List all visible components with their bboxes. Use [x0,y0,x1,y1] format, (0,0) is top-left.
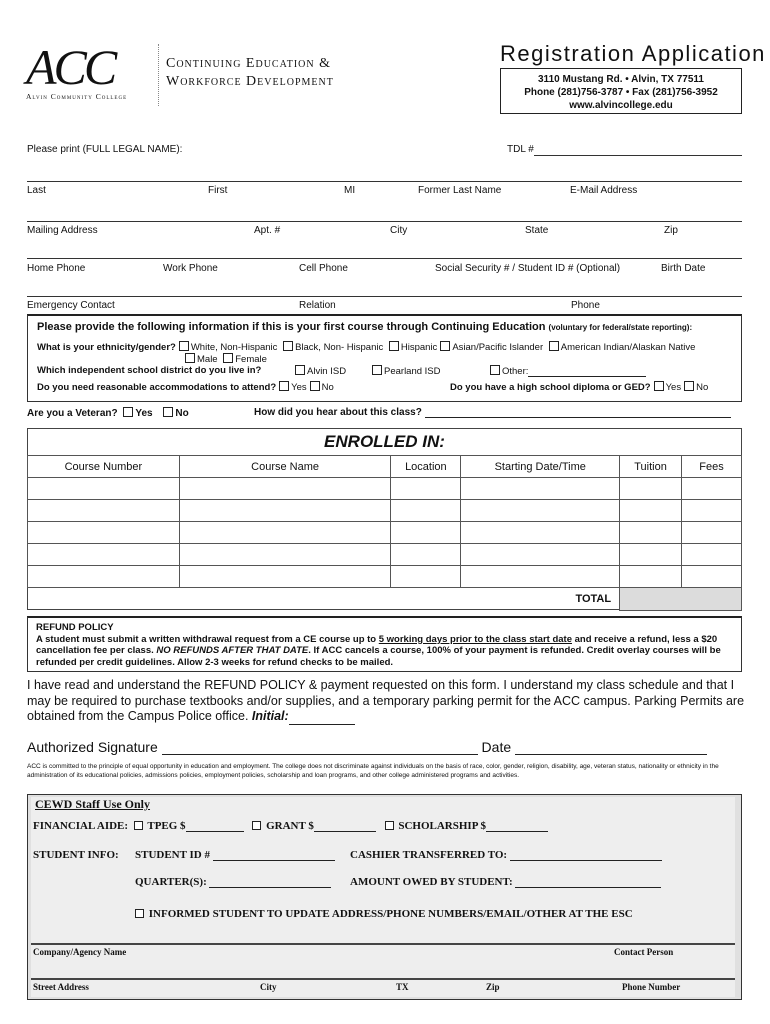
checkbox-veteran-no[interactable] [163,407,173,417]
table-row [28,566,742,588]
street-address-label: Street Address [33,982,89,992]
field-label-home-phone: Home Phone [27,263,86,274]
scholarship-field[interactable] [486,821,548,832]
checkbox-accom-yes[interactable] [279,381,289,391]
tpeg-field[interactable] [186,821,244,832]
cell-input[interactable] [391,566,461,588]
signature-label: Authorized Signature [27,739,158,755]
cell-input[interactable] [391,500,461,522]
student-id-row [135,849,335,861]
option-hispanic: Hispanic [400,342,438,353]
staff-phone-label: Phone Number [622,982,681,992]
refund-policy-box [27,616,742,672]
cell-input[interactable] [682,478,742,500]
cell-input[interactable] [179,544,391,566]
gender-row [182,353,267,365]
accom-no-label: No [321,382,334,393]
cell-input[interactable] [28,500,180,522]
veteran-no-label: No [175,408,189,419]
cell-input[interactable] [461,500,620,522]
other-district-field[interactable] [528,367,646,377]
first-course-heading-note: (voluntary for federal/state reporting): [548,323,693,332]
option-alvin-isd: Alvin ISD [307,366,347,377]
accommodations-row [37,381,737,393]
table-row [28,522,742,544]
checkbox-asian[interactable] [440,341,450,351]
financial-aide-label: FINANCIAL AIDE: [33,820,129,832]
checkbox-black[interactable] [283,341,293,351]
field-label-mi: MI [344,185,356,196]
col-course-name: Course Name [179,456,391,478]
checkbox-alvin-isd[interactable] [295,365,305,375]
quarters-row [135,876,331,888]
enrollment-table [27,455,742,611]
checkbox-informed[interactable] [135,909,144,918]
col-fees: Fees [682,456,742,478]
student-info-label: STUDENT INFO: [33,849,119,861]
table-row [28,500,742,522]
student-id-field[interactable] [213,850,335,861]
option-other-district: Other: [502,366,529,377]
field-label-city: City [390,225,408,236]
cell-input[interactable] [461,522,620,544]
date-label: Date [481,739,512,755]
address-box [500,68,742,114]
field-label-zip: Zip [664,225,678,236]
staff-zip-label: Zip [486,982,500,992]
initial-label: Initial: [251,709,289,723]
hear-about-row [254,407,731,418]
address: 3110 Mustang Rd. • Alvin, TX 77511 [538,74,704,85]
initial-field[interactable] [289,712,355,725]
diploma-yes-label: Yes [665,382,682,393]
refund-text-underlined: 5 working days prior to the class start date [378,633,572,645]
checkbox-other-district[interactable] [490,365,500,375]
option-male: Male [197,354,218,365]
acknowledgement-text: I have read and understand the REFUND POLICY & payment requested on this form. I understand my class schedule and that I may be required to purchase textbooks and/or supplies, and a temporary parking permit for the ACC campus. Parking Permits are obtained from the Campus Police office. [27,678,745,723]
phone-fax: Phone (281)756-3787 • Fax (281)756-3952 [524,87,718,98]
emergency-field-line[interactable] [27,296,742,297]
company-field-line[interactable] [31,943,735,945]
enrolled-title: ENROLLED IN: [324,432,445,451]
student-id-label: STUDENT ID # [135,849,210,861]
contact-person-label: Contact Person [614,947,674,957]
cell-input[interactable] [28,522,180,544]
field-label-last: Last [27,185,46,196]
tdl-field[interactable] [534,155,742,156]
logo-acc: ACC [26,39,115,95]
cashier-label: CASHIER TRANSFERRED TO: [350,849,508,861]
district-row [37,365,737,376]
signature-field[interactable] [162,740,478,755]
option-female: Female [235,354,267,365]
department-line2: Workforce Development [166,74,334,89]
refund-text-3: . If ACC cancels a course, 100% of your payment is refunded. Credit overlay courses will be refunded per credit guidelines. Allow 2-3 weeks for refund checks to be mailed. [36,645,721,668]
table-row [28,544,742,566]
cell-input[interactable] [461,544,620,566]
checkbox-diploma-yes[interactable] [654,381,664,391]
col-location: Location [391,456,461,478]
checkbox-grant[interactable] [252,821,261,830]
cashier-field[interactable] [510,850,662,861]
financial-aide-row [33,820,548,832]
field-label-cell-phone: Cell Phone [299,263,348,274]
logo-college-name: Alvin Community College [26,92,128,101]
grant-field[interactable] [314,821,376,832]
cell-input[interactable] [391,544,461,566]
field-label-work-phone: Work Phone [163,263,218,274]
veteran-yes-label: Yes [135,408,153,419]
col-course-number: Course Number [28,456,180,478]
field-label-former-last: Former Last Name [418,185,502,196]
cell-input[interactable] [28,566,180,588]
total-label: TOTAL [28,588,620,611]
field-label-mailing-address: Mailing Address [27,225,98,236]
cell-input[interactable] [461,566,620,588]
cell-input[interactable] [179,566,391,588]
accommodations-question: Do you need reasonable accommodations to attend? [37,382,277,393]
staff-use-title: CEWD Staff Use Only [35,797,151,811]
cell-input[interactable] [682,566,742,588]
informed-row [135,908,633,920]
col-start-date: Starting Date/Time [461,456,620,478]
department-name [166,55,334,91]
cell-input[interactable] [461,478,620,500]
signature-row [27,739,707,755]
cell-input[interactable] [391,522,461,544]
ethnicity-row [37,341,695,353]
amount-owed-field[interactable] [515,877,661,888]
field-label-state: State [525,225,549,236]
cell-input[interactable] [620,566,682,588]
checkbox-diploma-no[interactable] [684,381,694,391]
checkbox-scholarship[interactable] [385,821,394,830]
checkbox-pearland-isd[interactable] [372,365,382,375]
header-divider [158,44,159,106]
field-label-emergency-contact: Emergency Contact [27,300,115,311]
amount-owed-row [350,876,661,888]
checkbox-male[interactable] [185,353,195,363]
total-row [28,588,742,611]
refund-text-italic: NO REFUNDS AFTER THAT DATE [156,645,309,656]
cell-input[interactable] [682,500,742,522]
veteran-question: Are you a Veteran? [27,408,118,419]
table-row [28,478,742,500]
name-prompt: Please print (FULL LEGAL NAME): [27,144,183,155]
department-line1: Continuing Education & [166,56,331,71]
option-asian: Asian/Pacific Islander [452,342,544,353]
refund-policy-title: REFUND POLICY [36,622,114,633]
field-label-ssn: Social Security # / Student ID # (Optional) [435,263,621,274]
cell-input[interactable] [391,478,461,500]
logo [26,39,151,104]
cell-input[interactable] [179,522,391,544]
phone-field-line[interactable] [27,258,742,259]
equal-opportunity-disclaimer: ACC is committed to the principle of equal opportunity in education and employment. The college does not discriminate against individuals on the basis of race, color, gender, religion, disability, age, veteran status, nationality or ethnicity in the administration of its educational policies, admissions policies, employment policies, scholarship and loan programs, and other college administered programs and activities. [27,763,719,779]
website: www.alvincollege.edu [569,100,673,111]
cell-input[interactable] [620,522,682,544]
veteran-row [27,407,189,419]
acknowledgement [27,678,745,725]
hear-about-question: How did you hear about this class? [254,407,422,418]
quarters-field[interactable] [209,877,331,888]
staff-city-label: City [260,982,277,992]
cell-input[interactable] [28,544,180,566]
option-american-indian: American Indian/Alaskan Native [560,342,696,353]
total-field[interactable] [620,588,742,611]
checkbox-female[interactable] [223,353,233,363]
field-label-apt: Apt. # [254,225,281,236]
cell-input[interactable] [620,478,682,500]
grant-label: GRANT $ [266,820,314,832]
checkbox-tpeg[interactable] [134,821,143,830]
checkbox-hispanic[interactable] [389,341,399,351]
cell-input[interactable] [179,500,391,522]
cell-input[interactable] [28,478,180,500]
refund-text-1: A student must submit a written withdrawal request from a CE course up to [36,633,379,645]
form-title: Registration Application [500,41,766,66]
refund-text-2: and receive a refund, less a $20 cancellation fee per class. [36,633,718,656]
field-label-first: First [208,185,228,196]
informed-label: INFORMED STUDENT TO UPDATE ADDRESS/PHONE NUMBERS/EMAIL/OTHER AT THE ESC [148,908,633,920]
first-course-heading [37,321,692,333]
cell-input[interactable] [682,544,742,566]
option-pearland-isd: Pearland ISD [384,366,441,377]
company-label: Company/Agency Name [33,947,127,957]
tpeg-label: TPEG $ [147,820,186,832]
diploma-no-label: No [696,382,709,393]
cell-input[interactable] [179,478,391,500]
cell-input[interactable] [682,522,742,544]
district-question: Which independent school district do you live in? [37,365,262,376]
option-white: White, Non-Hispanic [190,342,278,353]
amount-owed-label: AMOUNT OWED BY STUDENT: [350,876,513,888]
refund-policy-text [36,634,733,669]
name-field-line[interactable] [27,181,742,182]
field-label-email: E-Mail Address [570,185,638,196]
table-header-row [28,456,742,478]
checkbox-white[interactable] [179,341,189,351]
tdl-label: TDL # [507,144,534,155]
checkbox-accom-no[interactable] [310,381,320,391]
field-label-birth-date: Birth Date [661,263,706,274]
first-course-heading-text: Please provide the following information if this is your first course through Continuing Education [37,321,546,333]
col-tuition: Tuition [620,456,682,478]
accom-yes-label: Yes [291,382,307,393]
quarters-label: QUARTER(S): [135,876,207,888]
cell-input[interactable] [620,544,682,566]
address-field-line[interactable] [27,221,742,222]
scholarship-label: SCHOLARSHIP $ [398,820,487,832]
option-black: Black, Non- Hispanic [295,342,384,353]
ethnicity-question: What is your ethnicity/gender? [37,342,176,353]
hear-about-field[interactable] [425,407,731,418]
field-label-emergency-phone: Phone [571,300,600,311]
cell-input[interactable] [620,500,682,522]
field-label-relation: Relation [299,300,336,311]
cashier-row [350,849,662,861]
street-field-line[interactable] [31,978,735,980]
checkbox-american-indian[interactable] [549,341,559,351]
date-field[interactable] [515,740,707,755]
diploma-question: Do you have a high school diploma or GED? [450,382,651,393]
checkbox-veteran-yes[interactable] [123,407,133,417]
staff-state-label: TX [396,982,409,992]
